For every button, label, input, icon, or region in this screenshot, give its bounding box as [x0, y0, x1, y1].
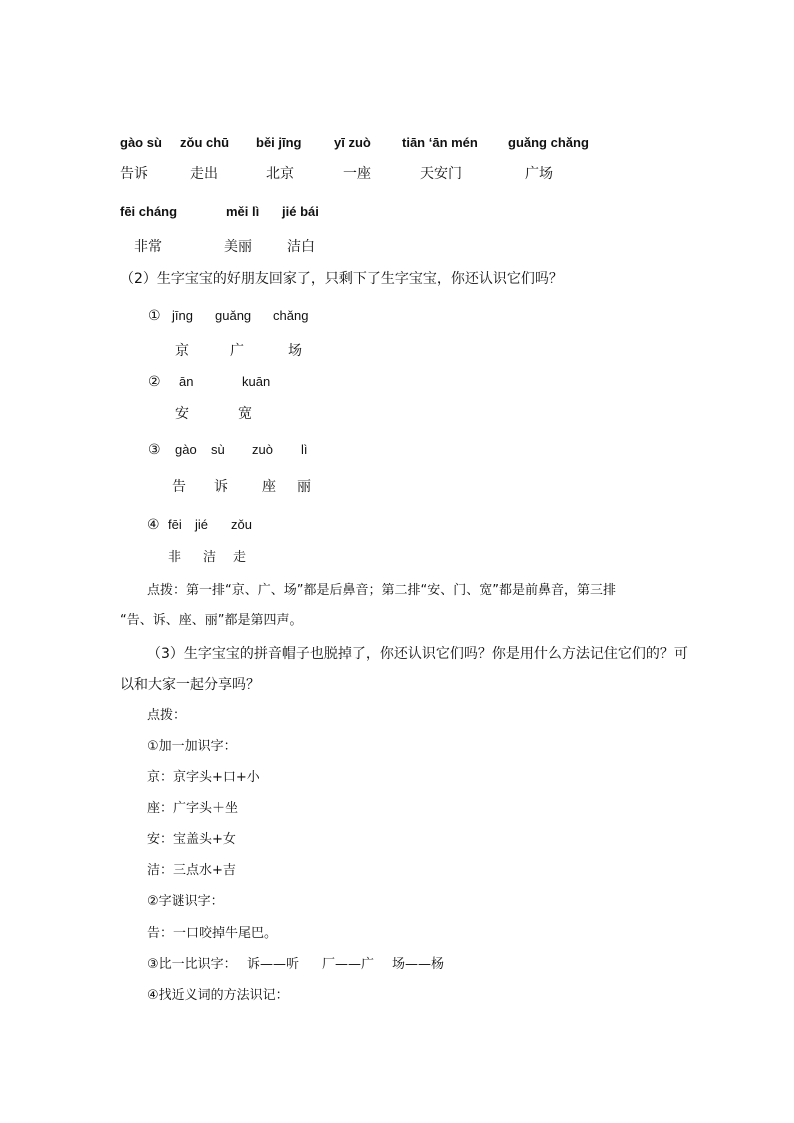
- pinyin-gaosu: gào sù: [120, 135, 162, 150]
- word-yizuo: 一座: [343, 166, 371, 182]
- group3-number: ③: [148, 442, 161, 458]
- group4-number: ④: [147, 517, 160, 533]
- pinyin-jiebai: jié bái: [282, 204, 319, 219]
- word-jiebai: 洁白: [287, 239, 315, 255]
- pinyin-yizuo: yī zuò: [334, 135, 371, 150]
- method3-heading: ③比一比识字：: [147, 957, 237, 972]
- pinyin-meili: měi lì: [226, 204, 260, 219]
- method1-item-an: 安：宝盖头+女: [147, 832, 236, 847]
- compare-chang-yang: 场——杨: [392, 957, 445, 972]
- method2-heading: ②字谜识字：: [147, 894, 224, 909]
- q3-title-line1: （3）生字宝宝的拼音帽子也脱掉了，你还认识它们吗？你是用什么方法记住它们的？可: [147, 646, 688, 662]
- group2-char-an: 安: [175, 406, 189, 422]
- q3-title-line2: 以和大家一起分享吗？: [120, 677, 260, 693]
- group1-pinyin-jing: jīng: [172, 308, 193, 323]
- q2-tip-line1: 点拨：第一排“京、广、场”都是后鼻音；第二排“安、门、宽”都是前鼻音，第三排: [147, 583, 616, 598]
- group1-char-guang: 广: [230, 343, 244, 359]
- method1-item-jing: 京：京字头+口+小: [147, 770, 260, 785]
- method4-heading: ④找近义词的方法识记：: [147, 988, 289, 1003]
- pinyin-guangchang: guǎng chǎng: [508, 135, 589, 150]
- group2-pinyin-kuan: kuān: [242, 374, 271, 389]
- group4-pinyin-fei: fēi: [168, 517, 182, 532]
- group2-char-kuan: 宽: [238, 406, 252, 422]
- group3-pinyin-zuo: zuò: [252, 442, 273, 457]
- group1-number: ①: [148, 308, 161, 324]
- group3-pinyin-li: lì: [301, 442, 308, 457]
- group4-char-zou: 走: [233, 550, 247, 565]
- group2-pinyin-an: ān: [179, 374, 194, 389]
- q3-tip-label: 点拨：: [147, 708, 187, 723]
- pinyin-zouchu: zǒu chū: [180, 135, 230, 150]
- riddle-gao: 告：一口咬掉牛尾巴。: [147, 926, 278, 941]
- compare-su-ting: 诉——听: [247, 957, 300, 972]
- group3-char-gao: 告: [172, 479, 186, 495]
- compare-chang-guang: 厂——广: [322, 957, 375, 972]
- method1-heading: ①加一加识字：: [147, 739, 237, 754]
- group4-char-jie: 洁: [203, 550, 217, 565]
- group4-char-fei: 非: [168, 550, 182, 565]
- group3-pinyin-gao: gào: [175, 442, 197, 457]
- word-beijing: 北京: [266, 166, 294, 182]
- word-zouchu: 走出: [190, 166, 218, 182]
- pinyin-feichang: fēi cháng: [120, 204, 178, 219]
- pinyin-tiananmen: tiān ‘ān mén: [402, 135, 478, 150]
- word-tiananmen: 天安门: [420, 166, 462, 182]
- group2-number: ②: [148, 374, 161, 390]
- group4-pinyin-jie: jié: [195, 517, 209, 532]
- word-feichang: 非常: [134, 239, 162, 255]
- pinyin-beijing: běi jīng: [256, 135, 302, 150]
- word-gaosu: 告诉: [120, 166, 148, 182]
- group1-pinyin-chang: chǎng: [273, 308, 309, 323]
- q2-tip-line2: “告、诉、座、丽”都是第四声。: [120, 613, 303, 628]
- method1-item-jie: 洁：三点水+吉: [147, 863, 236, 878]
- word-meili: 美丽: [224, 239, 252, 255]
- group3-char-li: 丽: [297, 479, 311, 495]
- group3-char-su: 诉: [214, 479, 228, 495]
- method1-item-zuo: 座：广字头＋坐: [147, 801, 239, 816]
- word-guangchang: 广场: [525, 166, 553, 182]
- group1-pinyin-guang: guǎng: [215, 308, 252, 323]
- group4-pinyin-zou: zǒu: [231, 517, 252, 532]
- group1-char-jing: 京: [175, 343, 189, 359]
- group3-char-zuo: 座: [262, 479, 276, 495]
- group1-char-chang: 场: [288, 343, 302, 359]
- group3-pinyin-su: sù: [211, 442, 225, 457]
- q2-title: （2）生字宝宝的好朋友回家了，只剩下了生字宝宝，你还认识它们吗？: [120, 271, 563, 287]
